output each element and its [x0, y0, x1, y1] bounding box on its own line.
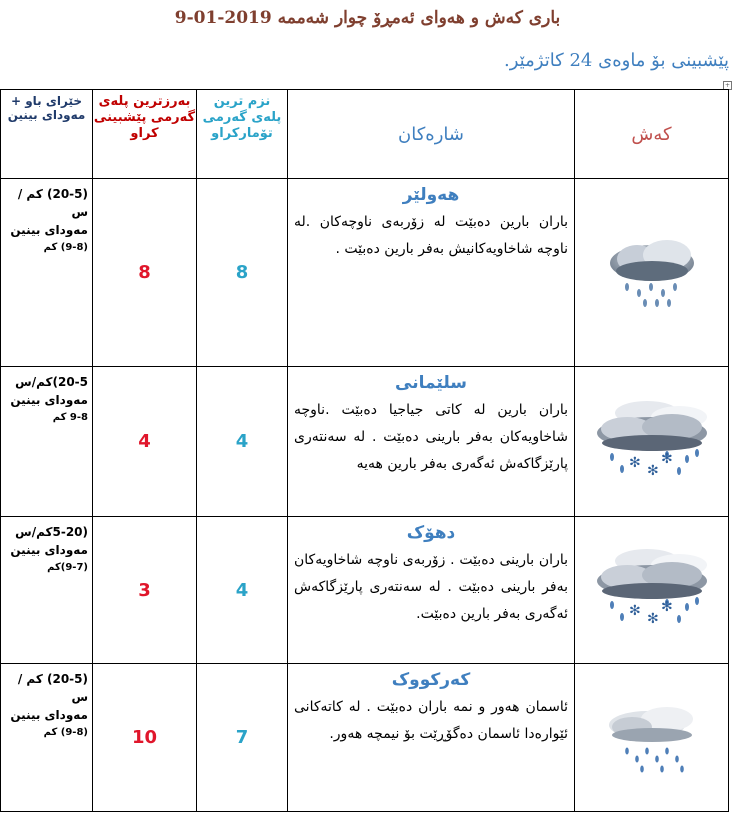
forecast-subtitle: پێشبینی بۆ ماوەی 24 کاتژمێر. — [504, 50, 729, 71]
forecast-description: باران بارین لە کاتی جیاجیا دەبێت .ناوچە شاخاویەکان بەفر بارینی دەبێت . لە سەنتەری پارێزگاکەش ئەگەری بەفر بارین هەیە — [294, 402, 568, 472]
column-header-wind: خێرای باو + مەودای بینین — [1, 90, 93, 179]
svg-text:✻: ✻ — [660, 599, 673, 615]
wind-visibility-cell — [1, 664, 93, 812]
forecast-description: باران بارین دەبێت لە زۆربەی ناوچەکان .لە ناوچە شاخاویەکانیش بەفر بارین دەبێت . — [294, 214, 568, 257]
weather-icon-cell — [575, 179, 729, 367]
wind-visibility-cell — [1, 179, 93, 367]
city-name: هەولێر — [402, 185, 460, 205]
wind-visibility-cell — [1, 367, 93, 517]
max-temp-value: 8 — [93, 179, 197, 367]
visibility-label: مەودای بینین — [10, 708, 88, 722]
weather-icon-cell — [575, 517, 729, 664]
svg-text:✻: ✻ — [646, 611, 659, 627]
min-temp-value: 4 — [197, 367, 288, 517]
table-header-row — [1, 90, 729, 179]
city-name: دهۆک — [406, 523, 456, 543]
min-temp-value: 7 — [197, 664, 288, 812]
wind-speed: (5-20کم/س — [15, 525, 88, 539]
city-cell — [288, 179, 575, 367]
table-move-handle-icon[interactable]: + — [724, 82, 731, 89]
column-header-max-temp: بەرزترین پلەی گەرمی پێشبینی کراو — [93, 90, 197, 179]
table-row — [1, 367, 729, 517]
wind-speed: 20-5)کم/س — [15, 375, 88, 389]
visibility-label: مەودای بینین — [10, 223, 88, 237]
max-temp-value: 3 — [93, 517, 197, 664]
svg-text:✻: ✻ — [628, 454, 641, 471]
weather-icon-cell — [575, 664, 729, 812]
city-name: کەرکووک — [391, 670, 471, 690]
cloud-snow-rain-icon — [587, 543, 717, 633]
visibility-range: (9-8) کم — [43, 242, 88, 253]
visibility-range: 9-8 کم — [52, 412, 88, 423]
column-header-weather: کەش — [575, 90, 729, 179]
table-row — [1, 664, 729, 812]
max-temp-value: 4 — [93, 367, 197, 517]
max-temp-value: 10 — [93, 664, 197, 812]
svg-text:✻: ✻ — [660, 450, 673, 467]
table-row — [1, 517, 729, 664]
weather-table — [0, 89, 729, 812]
table-row — [1, 179, 729, 367]
cloud-drizzle-icon — [592, 691, 712, 781]
min-temp-value: 4 — [197, 517, 288, 664]
weather-icon-cell — [575, 367, 729, 517]
wind-visibility-cell — [1, 517, 93, 664]
cloud-rain-icon — [597, 231, 707, 311]
city-cell — [288, 367, 575, 517]
city-cell — [288, 517, 575, 664]
visibility-label: مەودای بینین — [10, 393, 88, 407]
visibility-range: (9-8) کم — [43, 727, 88, 738]
cloud-snow-rain-icon — [587, 395, 717, 485]
wind-speed: (20-5) کم /س — [17, 672, 88, 704]
column-header-min-temp: نزم ترین پلەی گەرمی تۆمارکراو — [197, 90, 288, 179]
visibility-label: مەودای بینین — [10, 543, 88, 557]
column-header-cities: شارەکان — [288, 90, 575, 179]
city-name: سلێمانی — [395, 373, 467, 393]
page-title: باری کەش و هەوای ئەمڕۆ چوار شەممە 2019-01-9 — [174, 8, 561, 28]
svg-text:✻: ✻ — [646, 462, 659, 479]
city-cell — [288, 664, 575, 812]
svg-text:✻: ✻ — [628, 603, 641, 619]
forecast-description: باران بارینی دەبێت . زۆربەی ناوچە شاخاویەکان بەفر بارینی دەبێت . لە سەنتەری پارێزگاکەش ئەگەری بەفر بارین دەبێت. — [294, 552, 568, 622]
min-temp-value: 8 — [197, 179, 288, 367]
forecast-description: ئاسمان هەور و نمە باران دەبێت . لە کاتەکانی ئێوارەدا ئاسمان دەگۆڕێت بۆ نیمچە هەور. — [294, 699, 568, 742]
visibility-range: (9-7)کم — [47, 562, 88, 573]
wind-speed: (20-5) کم /س — [17, 187, 88, 219]
